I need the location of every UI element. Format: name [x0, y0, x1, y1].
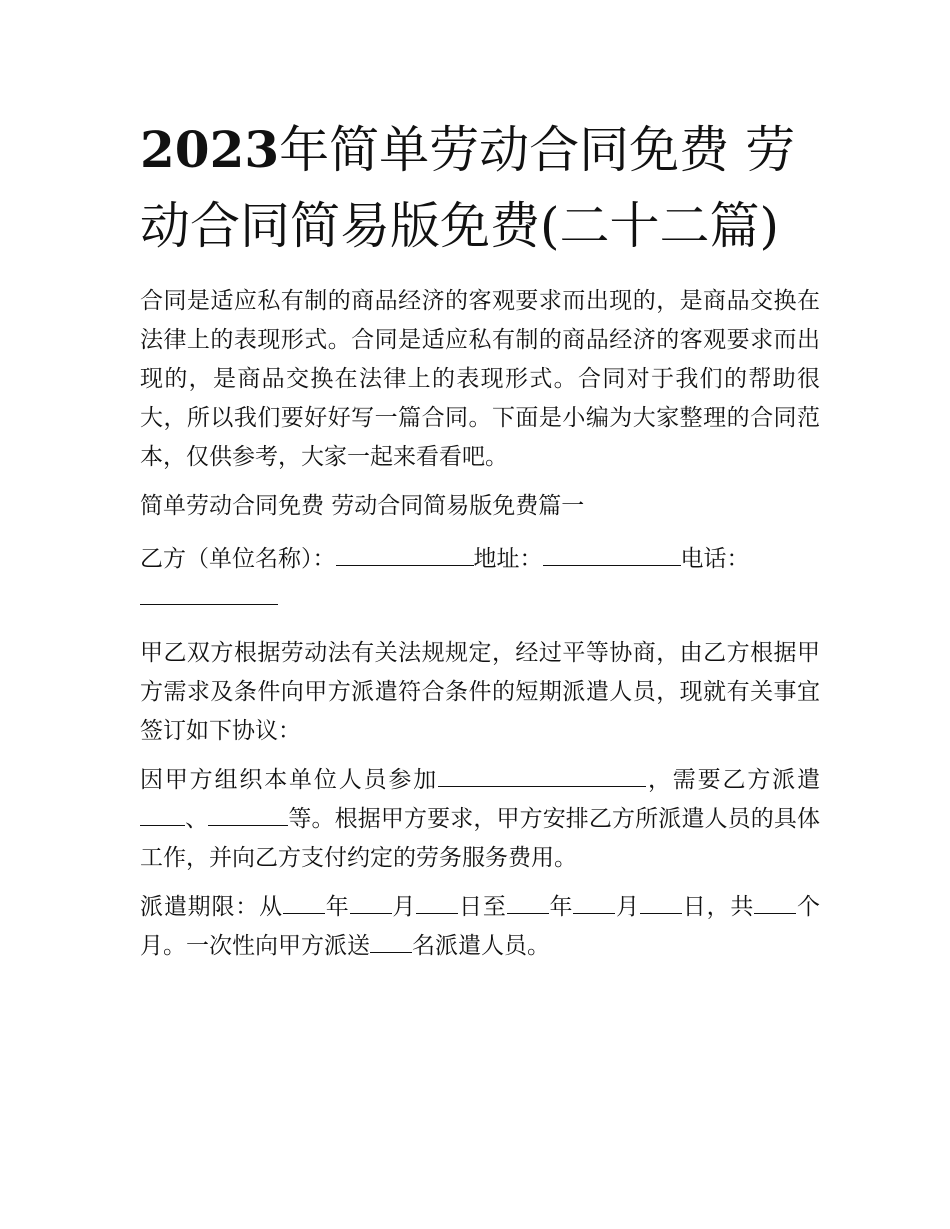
- document-title: [140, 112, 820, 264]
- address-blank: [543, 541, 681, 566]
- dispatch-blank-1: [140, 801, 185, 826]
- end-year-blank: [507, 889, 549, 914]
- months-blank: [754, 889, 796, 914]
- start-month-blank: [350, 889, 392, 914]
- purpose-text-4: 等。根据甲方要求，甲方安排乙方所派遣人员的具体工作，并向乙方支付约定的劳务服务费用。: [140, 806, 821, 871]
- party-b-line: [140, 540, 820, 618]
- end-day-blank: [640, 889, 682, 914]
- party-b-name-blank: [336, 541, 474, 566]
- months-label: 个月。一次性向甲方派送: [140, 894, 821, 959]
- start-month-label: 月: [391, 894, 417, 920]
- section-heading: 简单劳动合同免费 劳动合同简易版免费篇一: [140, 493, 585, 519]
- end-day-label: 日，共: [681, 894, 755, 920]
- start-year-label: 年: [324, 894, 350, 920]
- dispatch-blank-2: [208, 801, 288, 826]
- persons-blank: [370, 928, 412, 953]
- persons-label: 名派遣人员。: [412, 933, 550, 959]
- purpose-text-3: 、: [185, 806, 209, 832]
- end-year-label: 年: [548, 894, 574, 920]
- document-body: [140, 282, 820, 976]
- title-year: 2023: [140, 120, 280, 179]
- intro-paragraph: 合同是适应私有制的商品经济的客观要求而出现的，是商品交换在法律上的表现形式。合同是适应私有制的商品经济的客观要求而出现的，是商品交换在法律上的表现形式。合同对于我们的帮助很大，所以我们要好好写一篇合同。下面是小编为大家整理的合同范本，仅供参考，大家一起来看看吧。: [140, 288, 820, 470]
- event-blank: [438, 762, 646, 787]
- party-b-label: 乙方（单位名称）：: [140, 546, 336, 572]
- purpose-paragraph: [140, 761, 820, 878]
- phone-blank: [140, 580, 278, 605]
- period-label: 派遣期限：从: [140, 894, 283, 920]
- purpose-text-2: ，需要乙方派遣: [646, 767, 821, 793]
- purpose-text-1: 因甲方组织本单位人员参加: [140, 767, 439, 793]
- title-text: 年简单劳动合同免费 劳动合同简易版免费(二十二篇): [140, 121, 796, 255]
- start-day-label: 日至: [458, 894, 507, 920]
- phone-label: 电话：: [680, 546, 750, 572]
- period-paragraph: [140, 888, 820, 966]
- start-day-blank: [416, 889, 458, 914]
- end-month-blank: [573, 889, 615, 914]
- start-year-blank: [283, 889, 325, 914]
- agreement-paragraph: 甲乙双方根据劳动法有关法规规定，经过平等协商，由乙方根据甲方需求及条件向甲方派遣符合条件的短期派遣人员，现就有关事宜签订如下协议：: [140, 640, 820, 744]
- address-label: 地址：: [473, 546, 543, 572]
- end-month-label: 月: [615, 894, 640, 920]
